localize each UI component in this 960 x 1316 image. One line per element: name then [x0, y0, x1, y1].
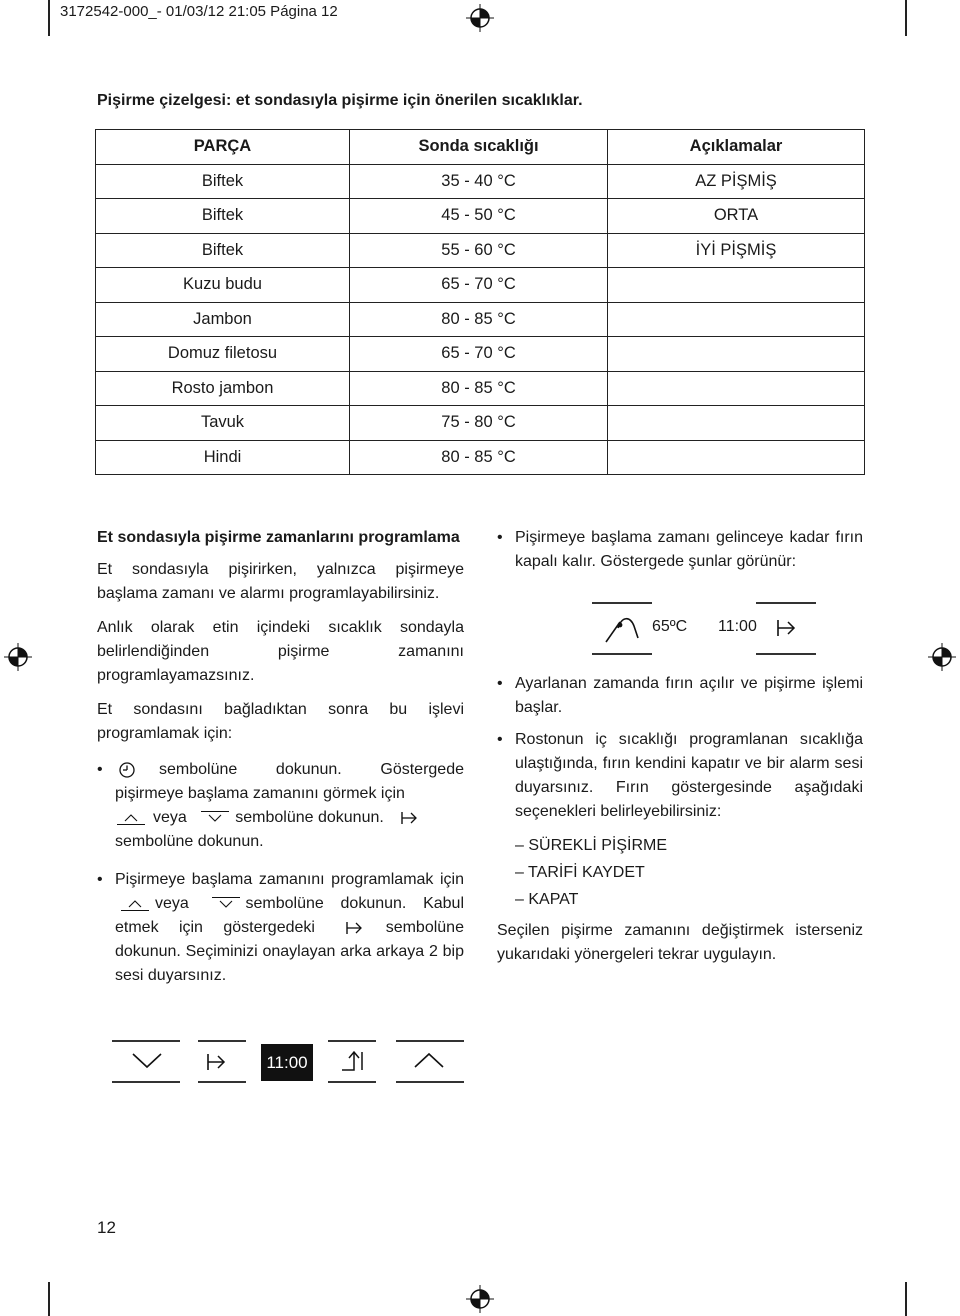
arrow-down-icon	[199, 810, 231, 826]
step1-text-a: sembolüne dokunun. Göstergede pişirmeye başlama zamanını görmek için	[115, 761, 464, 802]
table-row	[96, 440, 865, 475]
cell-part: Domuz filetosu	[96, 337, 350, 372]
cell-temp: 65 - 70 °C	[350, 268, 608, 303]
option-item: – TARİFİ KAYDET	[515, 864, 645, 881]
option-item: – SÜREKLİ PİŞİRME	[515, 837, 668, 854]
clock-icon	[117, 761, 139, 779]
table-header-row	[96, 130, 865, 165]
step2-text-d: sembolüne dokunun. Seçiminizi onaylayan arka arkaya 2 bip sesi duyarsınız.	[115, 919, 464, 984]
registration-mark-left	[4, 643, 32, 671]
oven-display-illustration	[592, 598, 817, 660]
trim-line-top-right	[905, 0, 907, 36]
step1-text-d: sembolüne dokunun.	[115, 833, 264, 850]
cell-part: Tavuk	[96, 406, 350, 441]
print-slug: 3172542-000_- 01/03/12 21:05 Página 12	[60, 3, 338, 20]
paragraph-intro: Et sondasıyla pişirirken, yalnızca pişirmeye başlama zamanı ve alarmı programlayabilirsiniz.	[97, 561, 464, 602]
cell-temp: 45 - 50 °C	[350, 199, 608, 234]
table-row	[96, 268, 865, 303]
cell-part: Biftek	[96, 199, 350, 234]
paragraph-steps-intro: Et sondasını bağladıktan sonra bu işlevi programlamak için:	[97, 701, 464, 742]
cell-temp: 80 - 85 °C	[350, 371, 608, 406]
registration-mark-right	[928, 643, 956, 671]
cell-note: İYİ PİŞMİŞ	[608, 233, 865, 268]
cell-temp: 65 - 70 °C	[350, 337, 608, 372]
page-number: 12	[97, 1218, 116, 1237]
table-row	[96, 371, 865, 406]
end-time-button[interactable]	[340, 1048, 368, 1074]
registration-mark-bottom	[466, 1285, 494, 1313]
step1-text-b: veya	[153, 809, 187, 826]
closing-paragraph: Seçilen pişirme zamanını değiştirmek isterseniz yukarıdaki yönergeleri tekrar uygulayın.	[497, 922, 863, 963]
cell-note	[608, 302, 865, 337]
left-column	[97, 526, 464, 996]
cell-note	[608, 440, 865, 475]
cell-part: Rosto jambon	[96, 371, 350, 406]
start-time-button[interactable]	[204, 1050, 230, 1074]
cell-temp: 80 - 85 °C	[350, 302, 608, 337]
info-bullet-1: • Pişirmeye başlama zamanı gelinceye kadar fırın kapalı kalır. Göstergede şunlar görünür:	[497, 526, 863, 574]
table-row	[96, 233, 865, 268]
section-subheading: Et sondasıyla pişirme zamanlarını programlama	[97, 529, 460, 546]
display-temperature: 65ºC	[652, 618, 688, 635]
cell-note	[608, 371, 865, 406]
options-list	[515, 832, 863, 913]
trim-line-bottom-left	[48, 1282, 50, 1316]
paragraph-probe-note: Anlık olarak etin içindeki sıcaklık sondayla belirlendiğinden pişirme zamanını programlayamazsınız.	[97, 619, 464, 684]
cell-temp: 55 - 60 °C	[350, 233, 608, 268]
cell-temp: 75 - 80 °C	[350, 406, 608, 441]
display-time: 11:00	[718, 618, 757, 635]
column-header-notes: Açıklamalar	[608, 130, 865, 165]
registration-mark-top	[466, 4, 494, 32]
trim-line-top-left	[48, 0, 50, 36]
trim-line-bottom-right	[905, 1282, 907, 1316]
cell-part: Kuzu budu	[96, 268, 350, 303]
control-strip	[112, 1038, 464, 1088]
arrow-down-button[interactable]	[130, 1050, 164, 1070]
info-bullet-2: • Ayarlanan zamanda fırın açılır ve pişirme işlemi başlar.	[497, 672, 863, 720]
cell-note	[608, 406, 865, 441]
temperature-table	[95, 129, 865, 475]
table-row	[96, 337, 865, 372]
cell-note	[608, 337, 865, 372]
start-arrow-icon	[343, 919, 365, 937]
cell-part: Hindi	[96, 440, 350, 475]
option-item: – KAPAT	[515, 891, 579, 908]
page-heading: Pişirme çizelgesi: et sondasıyla pişirme için önerilen sıcaklıklar.	[97, 92, 583, 109]
strip-time-display: 11:00	[261, 1044, 313, 1081]
table-row	[96, 199, 865, 234]
start-arrow-icon	[398, 809, 420, 827]
start-arrow-icon	[774, 616, 798, 640]
cell-temp: 35 - 40 °C	[350, 164, 608, 199]
arrow-up-icon	[119, 896, 151, 912]
table-row	[96, 406, 865, 441]
step2-text-b: veya	[155, 895, 189, 912]
cell-part: Biftek	[96, 164, 350, 199]
arrow-down-icon	[210, 896, 242, 912]
cell-part: Biftek	[96, 233, 350, 268]
meat-probe-icon	[602, 612, 642, 646]
step2-text-c: sembolüne dokunun. Kabul etmek için göstergedeki	[115, 895, 465, 936]
column-header-probe-temp: Sonda sıcaklığı	[350, 130, 608, 165]
cell-part: Jambon	[96, 302, 350, 337]
table-row	[96, 164, 865, 199]
step-bullet-2	[97, 868, 464, 988]
step1-text-c: sembolüne dokunun.	[235, 809, 384, 826]
arrow-up-icon	[115, 810, 147, 826]
column-header-part: PARÇA	[96, 130, 350, 165]
table-row	[96, 302, 865, 337]
cell-note: AZ PİŞMİŞ	[608, 164, 865, 199]
cell-note	[608, 268, 865, 303]
arrow-up-button[interactable]	[412, 1050, 446, 1070]
cell-temp: 80 - 85 °C	[350, 440, 608, 475]
info-bullet-3: • Rostonun iç sıcaklığı programlanan sıcaklığa ulaştığında, fırın kendini kapatır ve bir alarm sesi duyarsınız. Fırın göstergesinde aşağıdaki seçenekleri belirleyebilirsiniz:	[497, 728, 863, 824]
step2-text-a: Pişirmeye başlama zamanını programlamak için	[115, 871, 464, 888]
right-column	[497, 526, 863, 967]
cell-note: ORTA	[608, 199, 865, 234]
step-bullet-1	[97, 758, 464, 854]
